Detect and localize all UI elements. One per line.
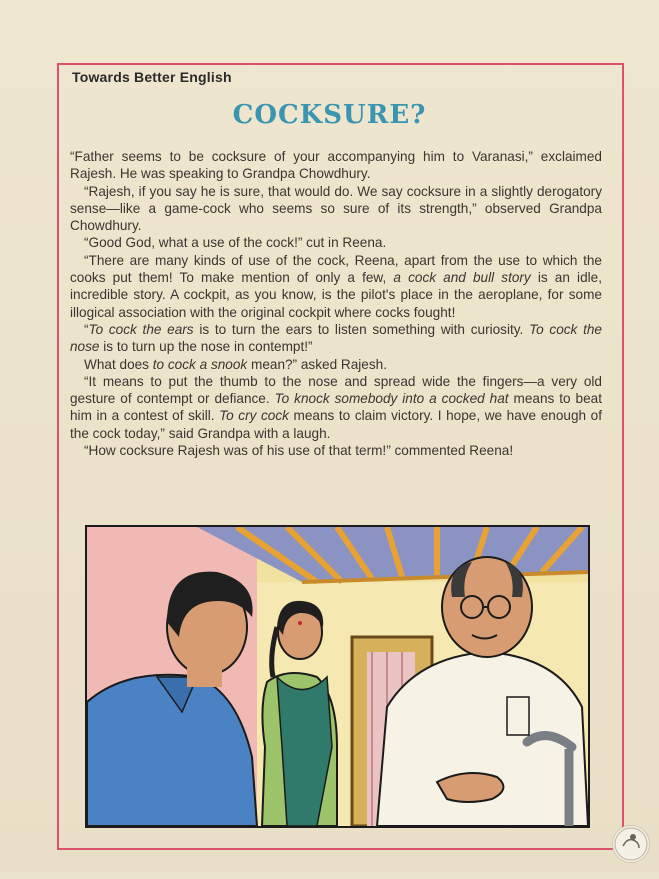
idiom: To cry cock: [219, 408, 289, 424]
paragraph: “It means to put the thumb to the nose and spread wide the fingers—a very old gesture of contempt or defiance. To knock somebody into a cocked hat means to beat him in a contest of skill. To cry cock means to claim victory. I hope, we have enough of the cock today,” said Grandpa with a laugh.: [70, 373, 602, 441]
story-illustration: [85, 525, 590, 828]
chandamama-logo-icon: [612, 825, 650, 863]
story-body: [70, 148, 602, 459]
paragraph: “Good God, what a use of the cock!” cut in Reena.: [84, 235, 387, 251]
paragraph: “Father seems to be cocksure of your accompanying him to Varanasi,” exclaimed Rajesh. He was speaking to Grandpa Chowdhury.: [70, 149, 602, 182]
story-title: COCKSURE?: [232, 100, 427, 130]
paragraph: “There are many kinds of use of the cock, Reena, apart from the use to which the cooks put them! To make mention of only a few, a cock and bull story is an idle, incredible story. A cockpit, as you know, is the pilot's place in the aeroplane, for some illogical association with the original cockpit where cocks fought!: [70, 252, 602, 320]
section-title: Towards Better English: [72, 69, 232, 85]
idiom: to cock a snook: [152, 356, 248, 372]
idiom: To cock the ears: [88, 321, 194, 337]
paragraph: “Rajesh, if you say he is sure, that would do. We say cocksure in a slightly derogatory sense—like a game-cock who seems so sure of its strength,” observed Grandpa Chowdhury.: [70, 183, 602, 234]
paragraph: “To cock the ears is to turn the ears to listen something with curiosity. To cock the nose is to turn up the nose in contempt!”: [70, 321, 602, 355]
idiom: a cock and bull story: [393, 270, 531, 286]
idiom: To cock the nose: [70, 321, 602, 355]
paragraph: “How cocksure Rajesh was of his use of that term!” commented Reena!: [84, 443, 514, 459]
idiom: To knock somebody into a cocked hat: [274, 391, 509, 407]
paragraph: What does to cock a snook mean?” asked Rajesh.: [84, 356, 388, 372]
